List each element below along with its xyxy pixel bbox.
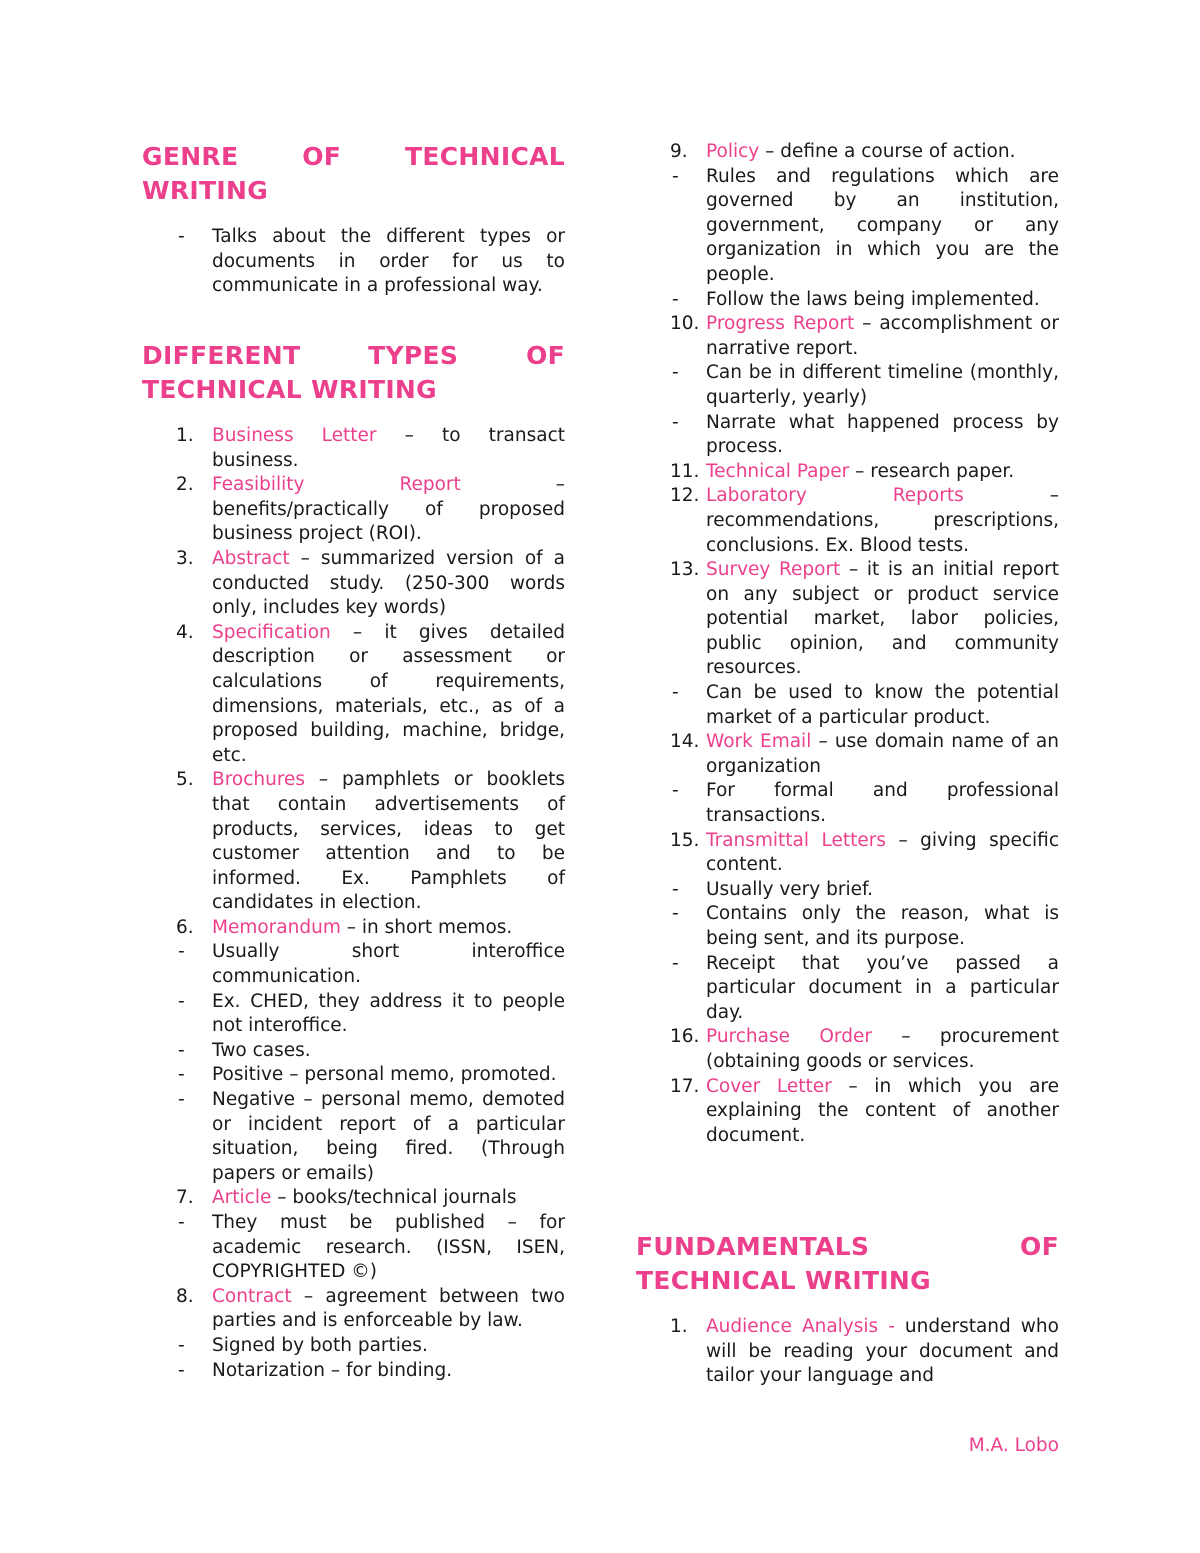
item-text: – benefits/practically of proposed business project (ROI). [212,474,565,545]
list-item-body [706,682,1059,728]
term-label: Policy [706,141,760,162]
term-label: Memorandum [212,916,341,938]
list-item [142,473,565,547]
item-text: – agreement between two parties and is enforceable by law. [212,1285,565,1332]
list-item-body [212,1040,311,1061]
item-text: Positive – personal memo, promoted. [212,1064,557,1086]
list-number: 10. [670,313,700,335]
list-item [636,779,1059,828]
list-item [636,1075,1059,1149]
list-dash: - [178,1064,185,1086]
list-item [142,940,565,989]
list-item [636,361,1059,410]
item-text: understand who will be reading your document and tailor your language and [706,1316,1059,1387]
types-list [142,424,565,1383]
list-item [142,1186,565,1211]
item-text: Two cases. [212,1039,311,1061]
list-item-body [706,289,1040,310]
list-item-body [212,769,565,913]
item-text: Usually short interoffice communication. [212,941,565,988]
list-item-body [706,559,1059,678]
item-text: Negative – personal memo, demoted or incident report of a particular situation, being fired. (Through papers or emails) [212,1089,565,1184]
list-dash: - [672,165,679,187]
list-item-body [706,780,1059,826]
list-dash: - [178,1039,185,1061]
list-item-body [212,474,565,544]
list-item-body [706,953,1059,1023]
list-item-body [212,548,565,618]
item-text: – books/technical journals [271,1187,517,1209]
list-item-body [706,731,1059,777]
list-number: 13. [670,559,700,581]
list-item [636,1025,1059,1074]
list-item [636,558,1059,681]
term-label: Abstract [212,547,290,569]
list-item [142,225,565,299]
item-text: Can be used to know the potential market of a particular product. [706,682,1059,728]
list-dash: - [672,411,679,433]
list-item-body [212,1064,556,1085]
item-text: – giving specific content. [706,829,1059,876]
list-item [142,1211,565,1285]
list-item [142,424,565,473]
list-item-body [212,1089,565,1184]
term-label: Transmittal Letters [706,829,886,851]
item-text: Talks about the different types or documents in order for us to communicate in a professional way. [212,226,565,297]
list-item-body [212,425,565,471]
item-text: – in which you are explaining the content of another document. [706,1075,1059,1146]
list-item [636,1315,1059,1389]
item-text: – procurement (obtaining goods or services. [706,1026,1059,1072]
item-text: For formal and professional transactions. [706,780,1059,827]
list-item [636,411,1059,460]
list-dash: - [672,878,679,900]
list-item [142,621,565,769]
list-item [636,902,1059,951]
term-label: Progress Report [706,313,855,335]
list-item [142,768,565,916]
list-item [636,312,1059,361]
list-dash: - [178,941,185,963]
item-text: – it gives detailed description or assessment or calculations of requirements, dimensions, materials, etc., as of a proposed building, machine, bridge, etc. [212,621,565,766]
list-dash: - [672,288,679,310]
item-text: Narrate what happened process by process. [706,411,1059,458]
list-number: 15. [670,829,700,851]
term-label: Feasibility Report [212,474,461,496]
list-item [142,547,565,621]
list-dash: - [178,990,185,1012]
list-item-body [706,166,1059,285]
fundamentals-list [636,1315,1059,1389]
list-number: 9. [670,141,688,162]
list-item [142,1063,565,1088]
list-item [636,140,1059,165]
list-item-body [212,1187,517,1208]
list-number: 17. [670,1075,700,1097]
footer-author: M.A. Lobo [968,1435,1059,1456]
list-item-body [212,622,565,766]
item-text: They must be published – for academic research. (ISSN, ISEN, COPYRIGHTED ©) [212,1212,565,1283]
list-item [636,288,1059,313]
list-dash: - [672,780,679,802]
list-item-body [212,1212,565,1282]
genre-list [142,225,565,299]
list-item-body [706,830,1059,876]
list-item-body [706,1026,1059,1072]
list-item [636,460,1059,485]
item-text: Usually very brief. [706,878,874,900]
list-item-body [212,1286,565,1332]
list-item-body [706,903,1059,949]
list-item [142,1088,565,1186]
list-item [142,916,565,941]
item-text: – it is an initial report on any subject or product service potential market, labor policies, public opinion, and community resources. [706,559,1059,679]
list-item [636,829,1059,878]
list-dash: - [178,1212,185,1233]
term-label: Specification [212,621,331,643]
types-list-continued [636,140,1059,1148]
list-number: 1. [176,425,194,446]
item-text: Receipt that you’ve passed a particular document in a particular day. [706,952,1059,1023]
item-text: – summarized version of a conducted study. (250-300 words only, includes key words) [212,547,565,619]
item-text: Notarization – for binding. [212,1359,453,1381]
item-text: Can be in different timeline (monthly, quarterly, yearly) [706,362,1059,408]
term-label: Audience Analysis - [706,1316,895,1337]
heading-genre: GENRE OF TECHNICAL WRITING [142,142,565,205]
list-item [142,990,565,1039]
list-item [142,1359,565,1384]
list-number: 4. [176,621,194,643]
list-item-body [212,1335,428,1356]
term-label: Work Email [706,731,812,753]
list-item-body [706,461,1014,482]
list-dash: - [672,682,679,704]
list-dash: - [178,1089,185,1111]
item-text: – research paper. [849,460,1015,482]
list-number: 8. [176,1285,194,1307]
list-item-body [706,879,873,900]
list-item-body [706,412,1059,458]
list-item [142,1039,565,1064]
list-number: 16. [670,1026,700,1048]
term-label: Purchase Order [706,1026,872,1048]
list-item-body [706,485,1059,555]
item-text: Signed by both parties. [212,1334,428,1356]
item-text: – define a course of action. [759,141,1016,162]
heading-types: DIFFERENT TYPES OF TECHNICAL WRITING [142,341,565,404]
term-label: Technical Paper [706,460,850,482]
item-text: Follow the laws being implemented. [706,288,1040,310]
item-text: Rules and regulations which are governed by an institution, government, company or any organization in which you are the people. [706,165,1059,285]
list-number: 1. [670,1316,688,1337]
list-dash: - [178,1334,185,1356]
list-item [636,681,1059,730]
list-number: 14. [670,731,700,753]
term-label: Survey Report [706,559,841,581]
list-dash: - [178,1359,185,1381]
list-item-body [706,362,1059,408]
list-item [142,1334,565,1359]
list-number: 2. [176,474,194,496]
list-item-body [706,313,1059,359]
term-label: Business Letter [212,425,377,446]
list-dash: - [178,226,185,247]
list-dash: - [672,952,679,974]
list-item-body [212,991,565,1037]
list-item [636,878,1059,903]
item-text: – use domain name of an organization [706,731,1059,777]
list-item [142,1285,565,1334]
item-text: – pamphlets or booklets that contain advertisements of products, services, ideas to get customer attention and to be informed. Ex. Pamphlets of candidates in election. [212,769,565,914]
list-item-body [212,226,565,296]
term-label: Contract [212,1285,292,1307]
term-label: Article [212,1187,272,1209]
heading-fundamentals: FUNDAMENTALS OF TECHNICAL WRITING [636,1232,1059,1295]
list-item [636,952,1059,1026]
list-item [636,165,1059,288]
term-label: Laboratory Reports [706,485,964,507]
list-number: 11. [670,460,700,482]
item-text: Contains only the reason, what is being sent, and its purpose. [706,903,1059,949]
item-text: – in short memos. [340,916,513,938]
item-text: – recommendations, prescriptions, conclusions. Ex. Blood tests. [706,485,1059,556]
item-text: Ex. CHED, they address it to people not interoffice. [212,990,565,1037]
list-number: 5. [176,769,194,791]
list-dash: - [672,362,679,384]
term-label: Brochures [212,769,306,791]
list-dash: - [672,903,679,925]
list-number: 7. [176,1187,194,1209]
list-number: 12. [670,485,700,507]
list-number: 3. [176,547,194,569]
list-item [636,730,1059,779]
list-item-body [706,1076,1059,1146]
list-item-body [212,941,565,987]
list-item [636,484,1059,558]
item-text: – to transact business. [212,425,565,471]
list-item-body [706,141,1015,162]
list-item-body [212,917,512,938]
list-item-body [212,1360,452,1381]
list-number: 6. [176,916,194,938]
list-item-body [706,1316,1059,1386]
term-label: Cover Letter [706,1075,832,1097]
item-text: – accomplishment or narrative report. [706,313,1059,359]
